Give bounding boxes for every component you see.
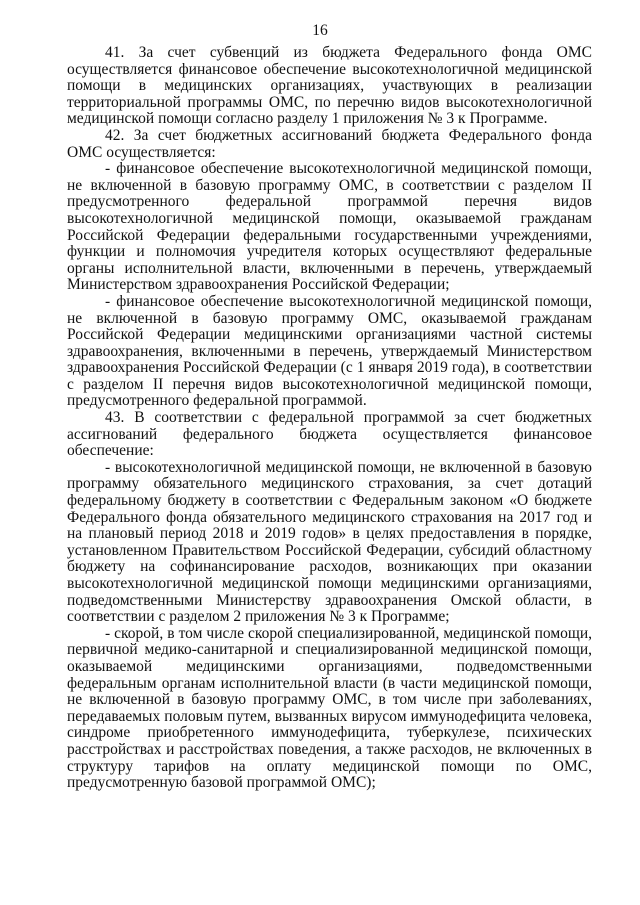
paragraph-41: 41. За счет субвенций из бюджета Федерального фонда ОМС осуществляется финансовое обеспечение высокотехнологичной медицинской помощи в медицинских организациях, участвующих в реализации территориальной программы ОМС, по перечню видов высокотехнологичной медицинской помощи согласно разделу 1 приложения № 3 к Программе. [67,44,592,128]
paragraph-43-item-2: - скорой, в том числе скорой специализированной, медицинской помощи, первичной медико-санитарной и специализированной медицинской помощи, оказываемой медицинскими организациями, подведомственными федеральным органам исполнительной власти (в части медицинской помощи, не включенной в базовую программу ОМС, в том числе при заболеваниях, передаваемых половым путем, вызванных вирусом иммунодефицита человека, синдроме приобретенного иммунодефицита, туберкулезе, психических расстройствах и расстройствах поведения, а также расходов, не включенных в структуру тарифов на оплату медицинской помощи по ОМС, предусмотренную базовой программой ОМС); [67,624,592,792]
paragraph-43: 43. В соответствии с федеральной программой за счет бюджетных ассигнований федерального бюджета осуществляется финансовое обеспечение: [67,409,592,460]
paragraph-42-item-2: - финансовое обеспечение высокотехнологичной медицинской помощи, не включенной в базовую программу ОМС, оказываемой гражданам Российской Федерации медицинскими организациями частной системы здравоохранения, включенными в перечень, утверждаемый Министерством здравоохранения Российской Федерации (с 1 января 2019 года), в соответствии с разделом II перечня видов высокотехнологичной медицинской помощи, предусмотренного федеральной программой. [67,292,592,410]
paragraph-43-item-1: - высокотехнологичной медицинской помощи, не включенной в базовую программу обязательного медицинского страхования, за счет дотаций федеральному бюджету в соответствии с Федеральным законом «О бюджете Федерального фонда обязательного медицинского страхования на 2017 год и на плановый период 2018 и 2019 годов» в целях предоставления в порядке, установленном Правительством Российской Федерации, субсидий областному бюджету на софинансирование расходов, возникающих при оказании высокотехнологичной медицинской помощи медицинскими организациями, подведомственными Министерству здравоохранения Омской области, в соответствии с разделом 2 приложения № 3 к Программе; [67,458,592,626]
paragraph-42-item-1: - финансовое обеспечение высокотехнологичной медицинской помощи, не включенной в базовую программу ОМС, в соответствии с разделом II предусмотренного федеральной программой перечня видов высокотехнологичной медицинской помощи, оказываемой гражданам Российской Федерации федеральными государственными учреждениями, функции и полномочия учредителя которых осуществляют федеральные органы исполнительной власти, включенными в перечень, утверждаемый Министерством здравоохранения Российской Федерации; [67,160,592,294]
paragraph-42: 42. За счет бюджетных ассигнований бюджета Федерального фонда ОМС осуществляется: [67,126,592,161]
page-number: 16 [312,22,328,39]
document-body [67,45,592,792]
